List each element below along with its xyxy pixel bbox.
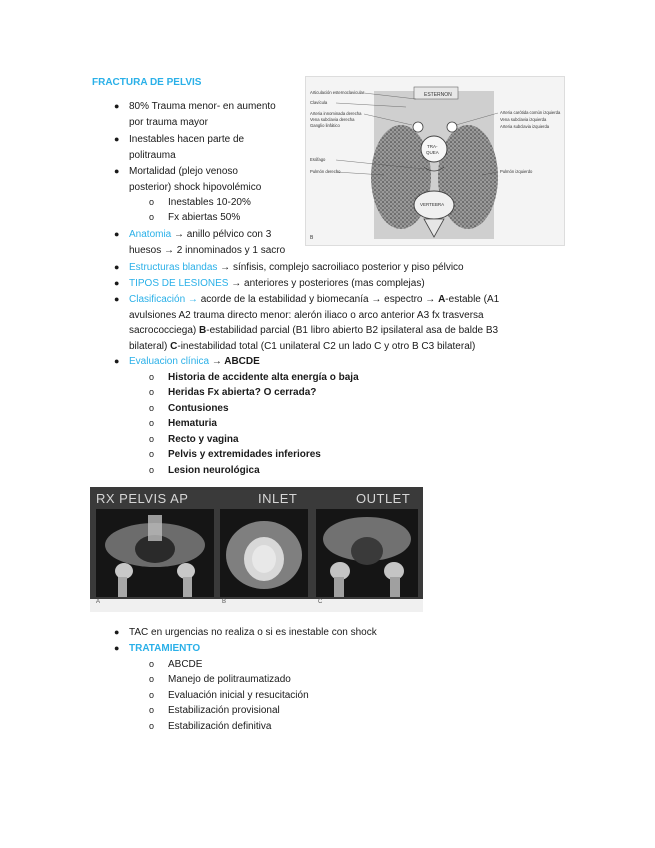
rx-pelvis-figure [90,487,423,612]
rx-inlet-drawing [220,509,308,597]
evaluacion-label: Evaluacion clínica [129,356,210,367]
label-carotida: Arteria carótida común izquierda [500,110,561,115]
clasificacion-line-2: avulsiones A2 trauma directo menor: alerón iliaco o arco anterior A3 fx trasversa [129,310,484,321]
tratamiento-item: Evaluación inicial y resucitación [168,690,309,701]
sub-bullet-icon: o [149,434,155,444]
evaluacion-item: Pelvis y extremidades inferiores [168,449,321,460]
evaluacion-item: Lesion neurológica [168,465,260,476]
anatomia-line-2: huesos → 2 innominados y 1 sacro [129,245,286,256]
clasificacion-line-4 [129,339,475,355]
estructuras-line [129,260,464,276]
bullet-icon: ● [114,278,120,288]
evaluacion-item: Contusiones [168,403,229,414]
rx-outlet-image [316,509,418,597]
tipos-label: TIPOS DE LESIONES [129,278,229,289]
label-ganglio: Ganglio linfático [310,123,340,128]
trachea-shape [421,136,447,162]
bullet-text: Mortalidad (plejo venoso [129,166,238,177]
figure-corner-letter: B [310,235,314,241]
label-vertebra: VERTEBRA [420,202,445,207]
clasificacion-line-3 [129,323,498,339]
evaluacion-item: Recto y vagina [168,434,239,445]
tratamiento-item: Estabilización provisional [168,705,280,716]
clasificacion-line-1 [129,292,499,308]
sub-bullet-icon: o [149,403,155,413]
label-clavicula: Clavícula [310,100,328,105]
tratamiento-item: Estabilización definitiva [168,721,272,732]
rx-ap-image [96,509,214,597]
anatomia-label: Anatomia [129,229,172,240]
evaluacion-item: Historia de accidente alta energía o baja [168,372,359,383]
sub-bullet-icon: o [149,465,155,475]
sub-bullet-icon: o [149,690,155,700]
tipos-line [129,276,425,292]
sub-bullet-text: Inestables 10-20% [168,197,251,208]
bullet-icon: ● [114,134,120,144]
sub-bullet-icon: o [149,674,155,684]
anatomy-drawing [306,77,564,245]
rx-outlet-drawing [316,509,418,597]
evaluacion-item: Heridas Fx abierta? O cerrada? [168,387,317,398]
bullet-icon: ● [114,643,120,653]
bullet-text: politrauma [129,150,176,161]
bullet-text: por trauma mayor [129,117,208,128]
page-title: FRACTURA DE PELVIS [92,77,202,88]
clasificacion-c: C [170,341,178,352]
tratamiento-item: Manejo de politraumatizado [168,674,291,685]
rx-inlet-image [220,509,308,597]
evaluacion-text: → ABCDE [209,356,260,367]
bullet-text: Inestables hacen parte de [129,134,245,145]
sub-bullet-icon: o [149,449,155,459]
tratamiento-item: ABCDE [168,659,203,670]
bullet-icon: ● [114,229,120,239]
artery-shape [447,122,457,132]
label-pulmon-derecho: Pulmón derecho [310,169,341,174]
rx-footer [90,599,423,612]
rx-letter-b: B [222,599,227,605]
clasificacion-text: acorde de la estabilidad y biomecanía → espectro → [197,294,439,305]
clasificacion-a: A [438,294,446,305]
clasificacion-text: -inestabilidad total (C1 unilateral C2 un lado C y otro B C3 bilateral) [177,341,476,352]
rx-title-ap: RX PELVIS AP [96,491,189,506]
tipos-text: → anteriores y posteriores (mas complejas) [228,278,425,289]
sub-bullet-icon: o [149,197,155,207]
bullet-icon: ● [114,356,120,366]
estructuras-label: Estructuras blandas [129,262,218,273]
tac-text: TAC en urgencias no realiza o si es inestable con shock [129,627,377,638]
tratamiento-label: TRATAMIENTO [129,643,201,654]
bullet-text: 80% Trauma menor- en aumento [129,101,276,112]
anatomia-text: → anillo pélvico con 3 [171,229,272,240]
clasificacion-text: bilateral) [129,341,171,352]
bullet-icon: ● [114,294,120,304]
anatomia-line [129,227,271,243]
bullet-icon: ● [114,101,120,111]
artery-shape [413,122,423,132]
sub-bullet-icon: o [149,372,155,382]
clasificacion-b: B [199,325,207,336]
label-pulmon-izquierdo: Pulmón izquierdo [500,169,533,174]
label-esternon: ESTERNON [424,92,452,98]
estructuras-text: → sínfisis, complejo sacroiliaco posterior y piso pélvico [217,262,464,273]
sub-bullet-icon: o [149,387,155,397]
label-arteria-subclavia-izquierda: Arteria subclavia izquierda [500,124,550,129]
sub-bullet-icon: o [149,721,155,731]
label-vena-subclavia-derecha: Vena subclavia derecha [310,117,355,122]
rx-ap-drawing [96,509,214,597]
clasificacion-text-end: -estable (A1 [445,294,500,305]
evaluacion-item: Hematuria [168,418,217,429]
sub-bullet-icon: o [149,659,155,669]
clasificacion-text: sacrococciega) [129,325,200,336]
sub-bullet-icon: o [149,705,155,715]
sub-bullet-icon: o [149,418,155,428]
anatomy-cross-section-figure [305,76,565,246]
label-quea: QUEA [426,150,439,155]
label-vena-subclavia-izquierda: Vena subclavia izquierda [500,117,547,122]
rx-title-inlet: INLET [258,491,298,506]
clasificacion-label: Clasificación → [129,294,198,305]
sub-bullet-text: Fx abiertas 50% [168,212,241,223]
label-tra: TRA- [427,144,438,149]
rx-letter-a: A [96,599,101,605]
rx-title-outlet: OUTLET [356,491,411,506]
label-articulacion: Articulación esternoclavicular [310,90,365,95]
label-esofago: Esófago [310,157,326,162]
label-arteria-innominada: Arteria innominada derecha [310,111,362,116]
bullet-icon: ● [114,262,120,272]
rx-letter-c: C [318,599,323,605]
sub-bullet-icon: o [149,212,155,222]
evaluacion-line [129,354,260,370]
bullet-icon: ● [114,627,120,637]
clasificacion-text: -estabilidad parcial (B1 libro abierto B2 ipsilateral asa de balde B3 [206,325,499,336]
bullet-text: posterior) shock hipovolémico [129,182,262,193]
bullet-icon: ● [114,166,120,176]
